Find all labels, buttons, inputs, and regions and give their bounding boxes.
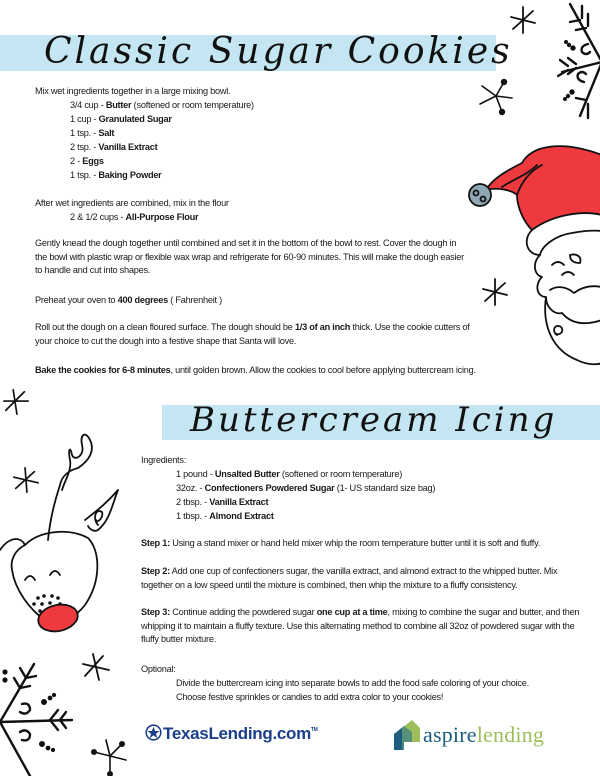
reindeer-illustration [0,420,125,630]
dotted-sparkle-icon [92,738,128,776]
optional-line: Divide the buttercream icing into separate bowls to add the food safe coloring of your choice. [176,678,529,688]
optional-line: Choose festive sprinkles or candies to add extra color to your cookies! [176,692,444,702]
cookies-intro: Mix wet ingredients together in a large mixing bowl. [35,86,231,96]
ingredient-line: 1 tsp. - Salt [70,128,115,138]
step-1: Step 1: Using a stand mixer or hand held mixer whip the room temperature butter until it is soft and fluffy. [141,538,541,548]
snowflake-icon [540,0,600,130]
ingredient-line: 1 tsp. - Baking Powder [70,170,162,180]
optional-label: Optional: [141,664,176,674]
title-buttercream-icing: Buttercream Icing [190,400,558,440]
step-3: Step 3: Continue adding the powdered sugar one cup at a time, mixing to combine the sugar and butter, and then whipping it to maintain a fluffy texture. Use this alternating method to combine all 32oz of powdered sugar with the fluffy butter mixture. [141,607,580,645]
ingredient-line: 1 cup - Granulated Sugar [70,114,172,124]
star-sparkle-icon [2,388,30,416]
step-2: Step 2: Add one cup of confectioners sugar, the vanilla extract, and almond extract to the whipped butter. Mix together on a low speed until the mixture is combined, then whip the mixture to a fluffy consistency. [141,566,558,590]
aspirelending-logo: aspirelending [423,722,545,747]
ingredient-line: 2 - Eggs [70,156,104,166]
ingredient-line: 1 pound - Unsalted Butter (softened or room temperature) [176,469,403,479]
snowflake-icon [0,660,75,776]
bake-line: Bake the cookies for 6-8 minutes, until golden brown. Allow the cookies to cool before applying buttercream icing. [35,365,476,375]
ingredient-line: 3/4 cup - Butter (softened or room temperature) [70,100,254,110]
ingredient-line: 2 & 1/2 cups - All-Purpose Flour [70,212,199,222]
star-sparkle-icon [81,652,111,682]
roll-paragraph: Roll out the dough on a clean floured surface. The dough should be 1/3 of an inch thick. Use the cookie cutters of your choice to cut the dough into a festive shape that Santa will love. [35,322,470,346]
texas-star-icon [145,724,162,741]
ingredient-line: 1 tbsp. - Almond Extract [176,511,274,521]
ingredient-line: 2 tbsp. - Vanilla Extract [176,497,269,507]
preheat-line: Preheat your oven to 400 degrees ( Fahrenheit ) [35,295,222,305]
star-sparkle-icon [508,5,538,35]
knead-paragraph: Gently knead the dough together until combined and set it in the bottom of the bowl to rest. Cover the dough in the bowl with plastic wrap or flexible wax wrap and refrigerate for 60-90 minutes. This will make the dough easier to handle and cut into shapes. [35,238,464,276]
flour-intro: After wet ingredients are combined, mix in the flour [35,198,229,208]
santa-illustration [462,135,600,380]
texaslending-logo: TexasLending.com™ [163,724,318,743]
ingredient-line: 32oz. - Confectioners Powdered Sugar (1- US standard size bag) [176,483,436,493]
star-sparkle-icon [480,277,510,307]
aspire-house-icon [394,720,420,750]
icing-ingredients-label: Ingredients: [141,455,187,465]
dotted-sparkle-icon [478,78,514,114]
ingredient-line: 2 tsp. - Vanilla Extract [70,142,158,152]
title-classic-sugar-cookies: Classic Sugar Cookies [44,31,513,72]
